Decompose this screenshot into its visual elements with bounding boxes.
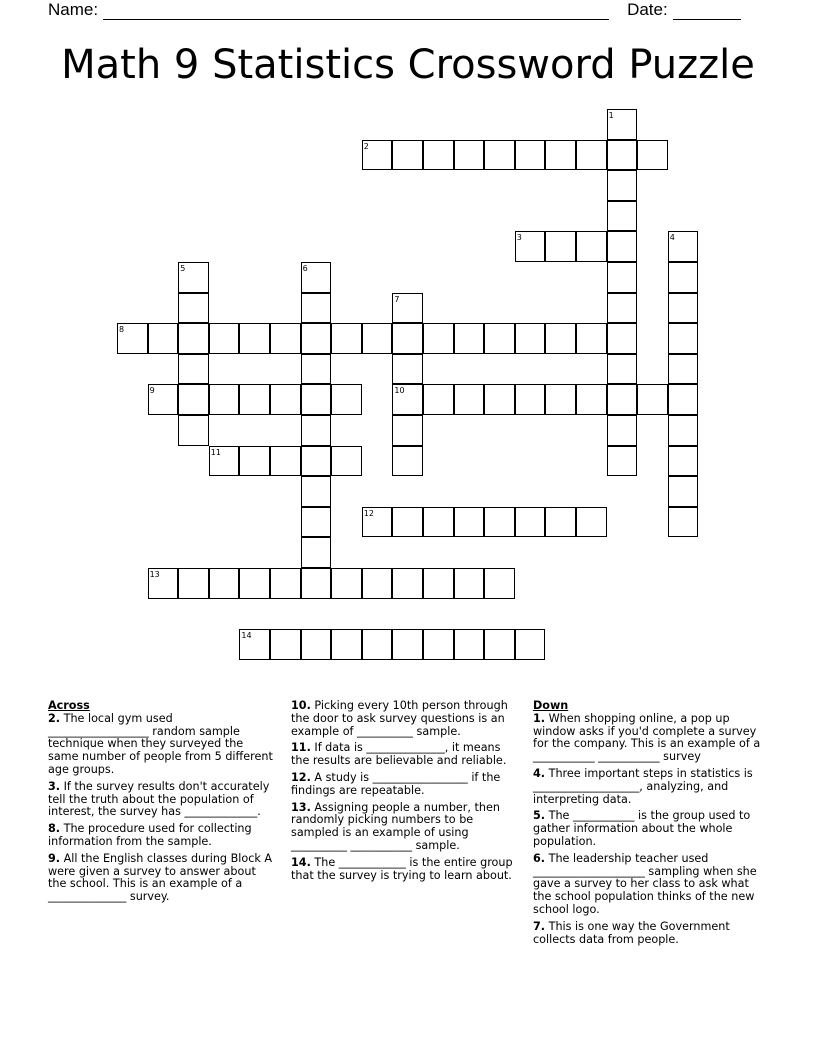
clue-text: The local gym used __________________ random sample technique when they surveyed the same number of people from 5 different age groups. — [48, 711, 273, 776]
crossword-cell[interactable] — [392, 446, 423, 477]
crossword-cell[interactable] — [545, 507, 576, 538]
crossword-cell[interactable] — [668, 323, 699, 354]
crossword-cell[interactable] — [484, 629, 515, 660]
clue-across-11 — [291, 742, 521, 768]
crossword-cell[interactable] — [178, 323, 209, 354]
clue-text: All the English classes during Block A were given a survey to answer about the school. This is an example of a ______________ survey. — [48, 851, 273, 904]
crossword-cell[interactable] — [209, 323, 240, 354]
clue-down-4 — [533, 768, 765, 806]
clue-number: 14. — [291, 855, 311, 869]
crossword-cell[interactable] — [148, 568, 179, 599]
cell-number: 4 — [669, 233, 675, 243]
crossword-cell[interactable] — [545, 323, 576, 354]
cell-number: 14 — [241, 631, 252, 641]
name-label: Name: — [48, 0, 99, 19]
crossword-cell[interactable] — [515, 140, 546, 171]
cell-number: 13 — [149, 570, 160, 579]
date-label: Date: — [627, 0, 668, 19]
crossword-cell[interactable] — [484, 384, 515, 415]
crossword-cell[interactable] — [270, 629, 301, 660]
cell-number: 1 — [608, 111, 614, 120]
cell-number: 3 — [516, 233, 522, 243]
crossword-cell[interactable] — [392, 384, 423, 415]
down-heading: Down — [533, 699, 569, 712]
clue-text: If the survey results don't accurately tell the truth about the population of interest, the survey has _____________. — [48, 779, 270, 819]
page-title: Math 9 Statistics Crossword Puzzle — [61, 42, 755, 88]
crossword-cell[interactable] — [607, 446, 638, 477]
crossword-cell[interactable] — [148, 323, 179, 354]
crossword-cell[interactable] — [209, 384, 240, 415]
crossword-cell[interactable] — [178, 293, 209, 324]
crossword-cell[interactable] — [484, 568, 515, 599]
crossword-cell[interactable] — [423, 629, 454, 660]
crossword-cell[interactable] — [545, 140, 576, 171]
crossword-cell[interactable] — [668, 446, 699, 477]
crossword-cell[interactable] — [515, 323, 546, 354]
clue-text: Picking every 10th person through the door to ask survey questions is an example of __________ sample. — [291, 699, 508, 738]
crossword-cell[interactable] — [301, 384, 332, 415]
crossword-cell[interactable] — [454, 629, 485, 660]
clue-number: 6. — [533, 851, 546, 865]
crossword-cell[interactable] — [454, 323, 485, 354]
crossword-cell[interactable] — [423, 568, 454, 599]
crossword-cell[interactable] — [392, 568, 423, 599]
across-heading: Across — [48, 699, 90, 712]
crossword-cell[interactable] — [392, 323, 423, 354]
clue-number: 8. — [48, 822, 61, 836]
crossword-cell[interactable] — [484, 507, 515, 538]
crossword-cell[interactable] — [331, 629, 362, 660]
crossword-cell[interactable] — [454, 384, 485, 415]
down-clues-column — [533, 700, 765, 950]
crossword-cell[interactable] — [331, 323, 362, 354]
crossword-cell[interactable] — [301, 415, 332, 446]
cell-number: 12 — [363, 508, 374, 518]
crossword-cell[interactable] — [515, 384, 546, 415]
clue-number: 13. — [291, 800, 311, 814]
crossword-cell[interactable] — [515, 231, 546, 262]
crossword-cell[interactable] — [668, 507, 699, 538]
crossword-cell[interactable] — [668, 476, 699, 507]
cell-number: 10 — [394, 386, 405, 396]
crossword-cell[interactable] — [484, 323, 515, 354]
cell-number: 8 — [119, 325, 125, 335]
cell-number: 11 — [210, 447, 221, 457]
clue-across-9 — [48, 853, 276, 904]
crossword-cell[interactable] — [392, 415, 423, 446]
cell-number: 5 — [180, 264, 186, 273]
crossword-cell[interactable] — [637, 140, 668, 171]
crossword-cell[interactable] — [301, 262, 332, 293]
crossword-cell[interactable] — [209, 446, 240, 477]
crossword-cell[interactable] — [607, 415, 638, 446]
crossword-cell[interactable] — [607, 231, 638, 262]
cell-number: 9 — [149, 386, 155, 396]
clue-across-8 — [48, 823, 276, 849]
crossword-cell[interactable] — [362, 629, 393, 660]
crossword-cell[interactable] — [607, 293, 638, 324]
clue-number: 11. — [291, 741, 311, 755]
crossword-cell[interactable] — [576, 384, 607, 415]
crossword-cell[interactable] — [301, 446, 332, 477]
crossword-cell[interactable] — [362, 568, 393, 599]
crossword-cell[interactable] — [392, 354, 423, 385]
crossword-cell[interactable] — [239, 568, 270, 599]
crossword-cell[interactable] — [301, 568, 332, 599]
cell-number: 2 — [363, 141, 369, 151]
clue-text: Assigning people a number, then randomly picking numbers to be sampled is an example of using __________ ___________ sample. — [291, 800, 500, 852]
crossword-cell[interactable] — [576, 140, 607, 171]
crossword-cell[interactable] — [239, 629, 270, 660]
crossword-cell[interactable] — [178, 415, 209, 446]
crossword-cell[interactable] — [178, 262, 209, 293]
crossword-cell[interactable] — [331, 568, 362, 599]
crossword-cell[interactable] — [301, 537, 332, 568]
crossword-cell[interactable] — [668, 415, 699, 446]
crossword-cell[interactable] — [270, 323, 301, 354]
clue-across-10 — [291, 700, 521, 738]
crossword-cell[interactable] — [545, 384, 576, 415]
clue-across-2 — [48, 713, 276, 777]
clue-across-14 — [291, 857, 521, 883]
clue-text: The ___________ is the group used to gather information about the whole population. — [533, 809, 751, 848]
crossword-cell[interactable] — [454, 140, 485, 171]
clue-number: 1. — [533, 711, 546, 725]
crossword-cell[interactable] — [392, 507, 423, 538]
crossword-cell[interactable] — [178, 354, 209, 385]
crossword-cell[interactable] — [515, 507, 546, 538]
crossword-cell[interactable] — [607, 201, 638, 232]
crossword-cell[interactable] — [454, 568, 485, 599]
crossword-cell[interactable] — [423, 140, 454, 171]
crossword-cell[interactable] — [362, 323, 393, 354]
clue-down-5 — [533, 810, 765, 848]
cell-number: 6 — [302, 264, 308, 273]
clue-across-12 — [291, 772, 521, 798]
crossword-cell[interactable] — [423, 507, 454, 538]
clue-number: 3. — [48, 779, 61, 793]
crossword-cell[interactable] — [668, 231, 699, 262]
across-clues-column-1 — [48, 700, 276, 908]
crossword-cell[interactable] — [239, 384, 270, 415]
clue-down-6 — [533, 853, 765, 917]
clue-text: The ____________ is the entire group that the survey is trying to learn about. — [291, 855, 513, 882]
crossword-cell[interactable] — [331, 446, 362, 477]
crossword-cell[interactable] — [607, 170, 638, 201]
clue-number: 7. — [533, 919, 546, 933]
clue-number: 9. — [48, 851, 61, 865]
clue-across-3 — [48, 781, 276, 819]
clue-text: If data is ______________, it means the results are believable and reliable. — [291, 741, 507, 768]
crossword-cell[interactable] — [239, 446, 270, 477]
crossword-cell[interactable] — [607, 384, 638, 415]
clue-number: 5. — [533, 809, 546, 823]
clue-text: When shopping online, a pop up window asks if you'd complete a survey for the company. This is an example of a ___________ ___________ survey — [533, 711, 761, 764]
crossword-cell[interactable] — [392, 140, 423, 171]
crossword-cell[interactable] — [362, 140, 393, 171]
crossword-cell[interactable] — [331, 384, 362, 415]
crossword-cell[interactable] — [239, 323, 270, 354]
crossword-cell[interactable] — [301, 476, 332, 507]
crossword-cell[interactable] — [301, 323, 332, 354]
crossword-cell[interactable] — [515, 629, 546, 660]
crossword-cell[interactable] — [423, 384, 454, 415]
crossword-cell[interactable] — [607, 140, 638, 171]
clue-down-1 — [533, 713, 765, 764]
crossword-cell[interactable] — [301, 507, 332, 538]
clue-text: A study is _________________ if the findings are repeatable. — [291, 770, 501, 797]
clue-text: Three important steps in statistics is ___________________, analyzing, and interpreting data. — [533, 766, 753, 806]
crossword-cell[interactable] — [607, 323, 638, 354]
crossword-cell[interactable] — [668, 354, 699, 385]
clue-text: The procedure used for collecting information from the sample. — [48, 822, 252, 848]
crossword-cell[interactable] — [270, 446, 301, 477]
crossword-cell[interactable] — [117, 323, 148, 354]
crossword-cell[interactable] — [362, 507, 393, 538]
crossword-cell[interactable] — [454, 507, 485, 538]
crossword-cell[interactable] — [637, 384, 668, 415]
crossword-cell[interactable] — [607, 354, 638, 385]
crossword-cell[interactable] — [270, 384, 301, 415]
across-clues-column-2 — [291, 700, 521, 886]
clue-across-13 — [291, 802, 521, 853]
crossword-cell[interactable] — [270, 568, 301, 599]
crossword-cell[interactable] — [576, 231, 607, 262]
clue-number: 4. — [533, 766, 546, 780]
crossword-cell[interactable] — [607, 262, 638, 293]
crossword-cell[interactable] — [484, 140, 515, 171]
clue-number: 2. — [48, 711, 61, 725]
crossword-cell[interactable] — [301, 629, 332, 660]
crossword-cell[interactable] — [576, 323, 607, 354]
clue-text: This is one way the Government collects data from people. — [533, 919, 730, 946]
crossword-cell[interactable] — [668, 384, 699, 415]
crossword-cell[interactable] — [576, 507, 607, 538]
clue-number: 10. — [291, 699, 311, 712]
crossword-cell[interactable] — [209, 568, 240, 599]
clue-text: The leadership teacher used ____________________ sampling when she gave a survey to her class to ask what the school population thinks of the new school logo. — [533, 851, 757, 916]
crossword-cell[interactable] — [668, 293, 699, 324]
crossword-cell[interactable] — [423, 323, 454, 354]
crossword-cell[interactable] — [392, 629, 423, 660]
crossword-cell[interactable] — [178, 568, 209, 599]
clue-down-7 — [533, 921, 765, 947]
crossword-cell[interactable] — [148, 384, 179, 415]
crossword-cell[interactable] — [392, 293, 423, 324]
crossword-cell[interactable] — [301, 354, 332, 385]
crossword-cell[interactable] — [668, 262, 699, 293]
clue-number: 12. — [291, 770, 311, 784]
crossword-cell[interactable] — [178, 384, 209, 415]
crossword-cell[interactable] — [545, 231, 576, 262]
crossword-cell[interactable] — [607, 109, 638, 140]
cell-number: 7 — [394, 294, 400, 304]
crossword-cell[interactable] — [301, 293, 332, 324]
